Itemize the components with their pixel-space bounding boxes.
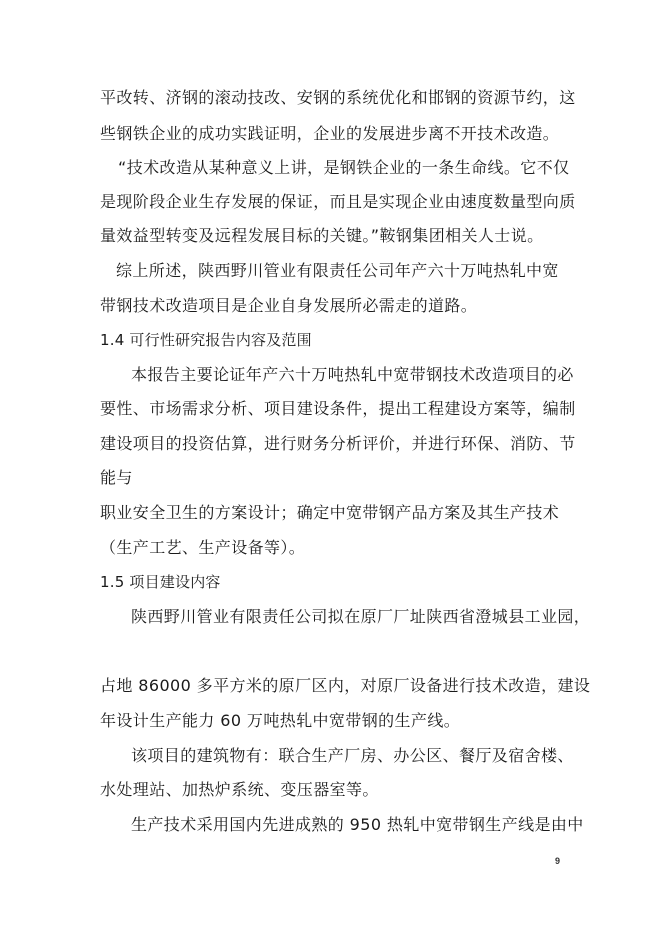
section-heading: 1.5 项目建设内容: [100, 573, 221, 591]
body-text-line: 平改转、济钢的滚动技改、安钢的系统优化和邯钢的资源节约，这: [100, 88, 576, 107]
body-text-line: 占地 86000 多平方米的原厂区内，对原厂设备进行技术改造，建设: [100, 676, 591, 695]
body-text-line: 陕西野川管业有限责任公司拟在原厂厂址陕西省澄城县工业园，: [131, 607, 591, 626]
body-text-line: “技术改造从某种意义上讲，是钢铁企业的一条生命线。它不仅: [118, 158, 570, 177]
body-text-line: 是现阶段企业生存发展的保证，而且是实现企业由速度数量型向质: [100, 192, 576, 211]
body-text-line: 年设计生产能力 60 万吨热轧中宽带钢的生产线。: [100, 711, 461, 730]
body-text-line: 些钢铁企业的成功实践证明，企业的发展进步离不开技术改造。: [100, 124, 560, 143]
body-text-line: （生产工艺、生产设备等）。: [100, 538, 306, 557]
body-text-line: 建设项目的投资估算，进行财务分析评价，并进行环保、消防、节: [100, 434, 576, 453]
body-text-line: 带钢技术改造项目是企业自身发展所必需走的道路。: [100, 296, 478, 315]
body-text-line: 该项目的建筑物有：联合生产厂房、办公区、餐厅及宿舍楼、: [131, 746, 574, 765]
page-number: 9: [555, 856, 561, 866]
body-text-line: 要性、市场需求分析、项目建设条件，提出工程建设方案等，编制: [100, 399, 576, 418]
body-text-line: 职业安全卫生的方案设计；确定中宽带钢产品方案及其生产技术: [100, 503, 560, 522]
body-text-line: 生产技术采用国内先进成熟的 950 热轧中宽带钢生产线是由中: [131, 815, 584, 834]
body-text-line: 量效益型转变及远程发展目标的关键。”鞍钢集团相关人士说。: [100, 226, 544, 245]
body-text-line: 水处理站、加热炉系统、变压器室等。: [100, 780, 379, 799]
body-text-line: 本报告主要论证年产六十万吨热轧中宽带钢技术改造项目的必: [131, 365, 574, 384]
section-heading: 1.4 可行性研究报告内容及范围: [100, 331, 312, 349]
body-text-line: 能与: [100, 468, 133, 487]
body-text-line: 综上所述，陕西野川管业有限责任公司年产六十万吨热轧中宽: [116, 261, 559, 280]
